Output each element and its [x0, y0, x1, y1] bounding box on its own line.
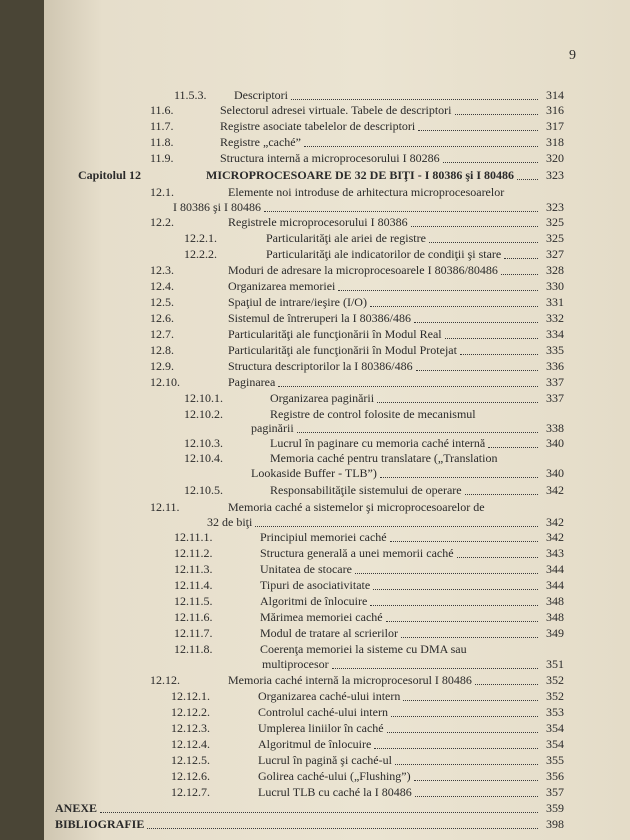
toc-entry-title: Lucrul în pagină şi caché-ul — [258, 753, 392, 767]
toc-entry-title: ANEXE — [55, 801, 98, 815]
toc-entry — [150, 264, 498, 277]
dot-leader — [100, 812, 538, 813]
toc-entry — [150, 376, 275, 389]
toc-entry-page: 331 — [546, 295, 564, 309]
toc-entry — [184, 392, 374, 405]
toc-entry-title: Tipuri de asociativitate — [260, 578, 371, 592]
dot-leader — [517, 179, 538, 180]
toc-entry — [150, 216, 408, 229]
toc-entry — [251, 422, 294, 435]
dot-leader — [418, 130, 538, 131]
toc-entry — [150, 501, 485, 514]
toc-entry-title: Registrele microprocesorului I 80386 — [228, 215, 408, 229]
toc-entry-number: 12.4. — [150, 279, 174, 293]
page-number: 9 — [569, 48, 576, 63]
toc-entry-page: 318 — [546, 135, 564, 149]
toc-entry-number: 12.11.3. — [174, 562, 213, 576]
toc-entry-title: Descriptori — [234, 88, 288, 102]
toc-entry-number: 12.11.2. — [174, 546, 213, 560]
toc-entry-title: Principiul memoriei caché — [260, 530, 387, 544]
toc-entry-number: 12.1. — [150, 185, 174, 199]
toc-entry-title: Memoria caché pentru translatare („Translation — [270, 451, 498, 465]
toc-entry — [171, 722, 384, 735]
dot-leader — [411, 226, 538, 227]
toc-entry-number: 12.11.1. — [174, 530, 213, 544]
toc-entry-title: Particularităţi ale funcţionării în Modul Real — [228, 327, 442, 341]
toc-entry-title: Lookaside Buffer - TLB”) — [251, 466, 377, 480]
toc-entry-page: 328 — [546, 263, 564, 277]
dot-leader — [501, 274, 538, 275]
toc-entry-title: Elemente noi introduse de arhitectura microprocesoarelor — [228, 185, 505, 199]
toc-entry — [150, 280, 335, 293]
toc-entry — [174, 531, 387, 544]
toc-entry-page: 340 — [546, 466, 564, 480]
toc-entry-number: 11.8. — [150, 135, 174, 149]
toc-entry-title: Selectorul adresei virtuale. Tabele de descriptori — [220, 103, 452, 117]
toc-entry — [150, 136, 301, 149]
dot-leader — [443, 162, 538, 163]
toc-entry-page: 342 — [546, 530, 564, 544]
toc-entry-number: Capitolul 12 — [78, 168, 142, 182]
toc-entry-number: 12.11.8. — [174, 642, 213, 656]
toc-entry-page: 348 — [546, 610, 564, 624]
toc-entry-page: 323 — [546, 200, 564, 214]
toc-entry-number: 12.11. — [150, 500, 180, 514]
toc-entry-title: Particularităţi ale indicatorilor de condiţii şi stare — [266, 247, 502, 261]
dot-leader — [455, 114, 538, 115]
toc-entry-title: Memoria caché internă la microprocesorul I 80486 — [228, 673, 472, 687]
dot-leader — [370, 605, 538, 606]
toc-entry — [184, 232, 426, 245]
toc-entry — [150, 344, 457, 357]
toc-entry-page: 343 — [546, 546, 564, 560]
toc-entry — [171, 770, 411, 783]
toc-entry-page: 334 — [546, 327, 564, 341]
dot-leader — [291, 99, 538, 100]
toc-entry-page: 344 — [546, 562, 564, 576]
toc-entry-page: 359 — [546, 801, 564, 815]
toc-entry-title: Memoria caché a sistemelor şi microprocesoarelor de — [228, 500, 485, 514]
toc-entry-title: Mărimea memoriei caché — [260, 610, 383, 624]
toc-entry — [171, 706, 388, 719]
dot-leader — [373, 589, 538, 590]
toc-entry — [55, 818, 144, 831]
toc-entry-title: Organizarea caché-ului intern — [258, 689, 401, 703]
toc-entry-page: 348 — [546, 594, 564, 608]
dot-leader — [414, 322, 538, 323]
book-page — [44, 0, 630, 840]
dot-leader — [403, 700, 538, 701]
dot-leader — [391, 716, 538, 717]
toc-entry — [171, 786, 412, 799]
toc-entry-number: 12.9. — [150, 359, 174, 373]
dot-leader — [429, 242, 538, 243]
toc-entry-page: 330 — [546, 279, 564, 293]
toc-entry-number: 12.11.6. — [174, 610, 213, 624]
toc-entry — [150, 674, 472, 687]
dot-leader — [415, 796, 538, 797]
toc-entry-page: 342 — [546, 483, 564, 497]
toc-entry-page: 352 — [546, 689, 564, 703]
toc-entry-page: 316 — [546, 103, 564, 117]
dot-leader — [387, 732, 538, 733]
toc-entry — [251, 467, 377, 480]
toc-entry-number: 12.10.1. — [184, 391, 223, 405]
toc-entry — [174, 595, 367, 608]
toc-entry-number: 12.10.3. — [184, 436, 223, 450]
toc-entry-number: 12.12.6. — [171, 769, 210, 783]
toc-entry-page: 344 — [546, 578, 564, 592]
toc-entry-number: 12.12.3. — [171, 721, 210, 735]
toc-entry-number: 12.7. — [150, 327, 174, 341]
toc-entry-number: 12.5. — [150, 295, 174, 309]
toc-entry — [184, 408, 476, 421]
dot-leader — [395, 764, 538, 765]
toc-entry — [262, 658, 329, 671]
toc-entry — [150, 328, 442, 341]
toc-entry-number: 12.12.2. — [171, 705, 210, 719]
toc-entry-number: 12.10.2. — [184, 407, 223, 421]
toc-entry-number: 12.2.1. — [184, 231, 217, 245]
toc-entry-page: 325 — [546, 215, 564, 229]
dot-leader — [445, 338, 538, 339]
toc-entry-page: 355 — [546, 753, 564, 767]
dot-leader — [488, 447, 538, 448]
toc-entry-number: 12.10. — [150, 375, 180, 389]
toc-entry — [171, 754, 392, 767]
dot-leader — [297, 432, 538, 433]
toc-entry-title: MICROPROCESOARE DE 32 DE BIŢI - I 80386 şi I 80486 — [206, 168, 515, 182]
toc-entry-title: Lucrul TLB cu caché la I 80486 — [258, 785, 412, 799]
toc-entry — [184, 248, 501, 261]
toc-entry-page: 317 — [546, 119, 564, 133]
toc-entry-title: Moduri de adresare la microprocesoarele I 80386/80486 — [228, 263, 498, 277]
toc-entry-page: 342 — [546, 515, 564, 529]
toc-entry-page: 349 — [546, 626, 564, 640]
toc-entry-title: Coerenţa memoriei la sisteme cu DMA sau — [260, 642, 467, 656]
dot-leader — [475, 684, 538, 685]
toc-entry-title: Sistemul de întreruperi la I 80386/486 — [228, 311, 411, 325]
toc-entry-page: 338 — [546, 421, 564, 435]
toc-entry-page: 320 — [546, 151, 564, 165]
dot-leader — [416, 370, 538, 371]
toc-entry-number: 12.6. — [150, 311, 174, 325]
toc-entry-number: 12.12. — [150, 673, 180, 687]
toc-entry — [207, 516, 252, 529]
toc-entry — [184, 437, 485, 450]
dot-leader — [255, 526, 538, 527]
toc-entry-title: paginării — [251, 421, 294, 435]
toc-entry-page: 353 — [546, 705, 564, 719]
toc-entry-number: 12.8. — [150, 343, 174, 357]
toc-entry-number: 12.11.5. — [174, 594, 213, 608]
toc-entry-title: Registre „caché” — [220, 135, 301, 149]
dot-leader — [332, 668, 538, 669]
toc-entry-title: Organizarea memoriei — [228, 279, 336, 293]
toc-entry-page: 314 — [546, 88, 564, 102]
toc-entry — [150, 186, 504, 199]
toc-entry-title: Spaţiul de intrare/ieşire (I/O) — [228, 295, 367, 309]
dot-leader — [377, 402, 538, 403]
toc-entry-page: 332 — [546, 311, 564, 325]
dot-leader — [457, 557, 538, 558]
toc-entry-title: Algoritmul de înlocuire — [258, 737, 372, 751]
toc-entry-number: 11.9. — [150, 151, 174, 165]
dot-leader — [390, 541, 538, 542]
dot-leader — [338, 290, 538, 291]
toc-entry-title: Structura internă a microprocesorului I 80286 — [220, 151, 440, 165]
toc-entry — [55, 802, 97, 815]
toc-entry-page: 327 — [546, 247, 564, 261]
toc-entry — [150, 104, 452, 117]
dot-leader — [401, 637, 538, 638]
toc-entry-number: 12.2. — [150, 215, 174, 229]
toc-entry — [173, 201, 261, 214]
toc-entry-title: Umplerea liniilor în caché — [258, 721, 384, 735]
toc-entry-page: 323 — [546, 168, 564, 182]
toc-entry-title: Responsabilităţile sistemului de operare — [270, 483, 462, 497]
toc-entry-title: Organizarea paginării — [270, 391, 375, 405]
toc-entry — [150, 312, 411, 325]
toc-entry — [174, 579, 370, 592]
toc-entry — [174, 563, 352, 576]
toc-entry-page: 337 — [546, 375, 564, 389]
toc-entry-title: Modul de tratare al scrierilor — [260, 626, 398, 640]
dot-leader — [465, 494, 538, 495]
toc-entry-number: 11.7. — [150, 119, 174, 133]
toc-entry — [150, 152, 440, 165]
toc-entry-number: 12.10.4. — [184, 451, 223, 465]
dot-leader — [386, 621, 538, 622]
toc-entry-page: 337 — [546, 391, 564, 405]
dot-leader — [147, 828, 538, 829]
toc-entry — [171, 690, 400, 703]
toc-entry-page: 325 — [546, 231, 564, 245]
toc-entry-number: 11.5.3. — [174, 88, 207, 102]
toc-entry-number: 11.6. — [150, 103, 174, 117]
toc-entry-number: 12.3. — [150, 263, 174, 277]
dot-leader — [370, 306, 538, 307]
toc-entry — [150, 360, 413, 373]
toc-entry-title: 32 de biţi — [207, 515, 253, 529]
toc-entry-number: 12.12.5. — [171, 753, 210, 767]
dot-leader — [355, 573, 538, 574]
toc-entry — [78, 169, 514, 182]
toc-entry-title: Controlul caché-ului intern — [258, 705, 388, 719]
toc-entry-title: Lucrul în paginare cu memoria caché internă — [270, 436, 486, 450]
toc-entry-number: 12.12.4. — [171, 737, 210, 751]
toc-entry — [184, 484, 462, 497]
toc-entry — [174, 627, 398, 640]
toc-entry-title: Registre asociate tabelelor de descriptori — [220, 119, 416, 133]
toc-entry-title: I 80386 şi I 80486 — [173, 200, 261, 214]
toc-entry-page: 351 — [546, 657, 564, 671]
toc-entry-page: 335 — [546, 343, 564, 357]
toc-entry-title: Particularităţi ale ariei de registre — [266, 231, 426, 245]
dot-leader — [304, 146, 538, 147]
dot-leader — [264, 211, 538, 212]
toc-entry-title: Particularităţi ale funcţionării în Modul Protejat — [228, 343, 457, 357]
toc-entry — [171, 738, 371, 751]
toc-entry-title: BIBLIOGRAFIE — [55, 817, 145, 831]
toc-entry-page: 356 — [546, 769, 564, 783]
toc-entry — [174, 611, 383, 624]
toc-entry-title: multiprocesor — [262, 657, 329, 671]
toc-entry-number: 12.11.4. — [174, 578, 213, 592]
toc-entry-page: 354 — [546, 737, 564, 751]
toc-entry-number: 12.2.2. — [184, 247, 217, 261]
dot-leader — [504, 258, 538, 259]
toc-entry-title: Unitatea de stocare — [260, 562, 352, 576]
toc-entry-number: 12.12.1. — [171, 689, 210, 703]
dot-leader — [414, 780, 538, 781]
toc-entry — [174, 547, 454, 560]
toc-entry — [174, 89, 288, 102]
toc-entry-page: 398 — [546, 817, 564, 831]
toc-entry-page: 357 — [546, 785, 564, 799]
toc-entry — [150, 296, 367, 309]
toc-entry-page: 352 — [546, 673, 564, 687]
dot-leader — [380, 477, 538, 478]
toc-entry-title: Golirea caché-ului („Flushing”) — [258, 769, 411, 783]
toc-entry-number: 12.10.5. — [184, 483, 223, 497]
toc-entry-title: Algoritmi de înlocuire — [260, 594, 368, 608]
toc-entry-number: 12.11.7. — [174, 626, 213, 640]
toc-entry — [174, 643, 467, 656]
toc-entry-title: Registre de control folosite de mecanismul — [270, 407, 476, 421]
toc-entry-title: Structura descriptorilor la I 80386/486 — [228, 359, 413, 373]
toc-entry-page: 340 — [546, 436, 564, 450]
toc-entry-title: Paginarea — [228, 375, 276, 389]
toc-entry-page: 336 — [546, 359, 564, 373]
toc-entry-number: 12.12.7. — [171, 785, 210, 799]
toc-entry — [184, 452, 497, 465]
toc-entry-page: 354 — [546, 721, 564, 735]
toc-entry — [150, 120, 415, 133]
dot-leader — [278, 386, 538, 387]
toc-entry-title: Structura generală a unei memorii caché — [260, 546, 454, 560]
dot-leader — [460, 354, 538, 355]
dot-leader — [374, 748, 538, 749]
